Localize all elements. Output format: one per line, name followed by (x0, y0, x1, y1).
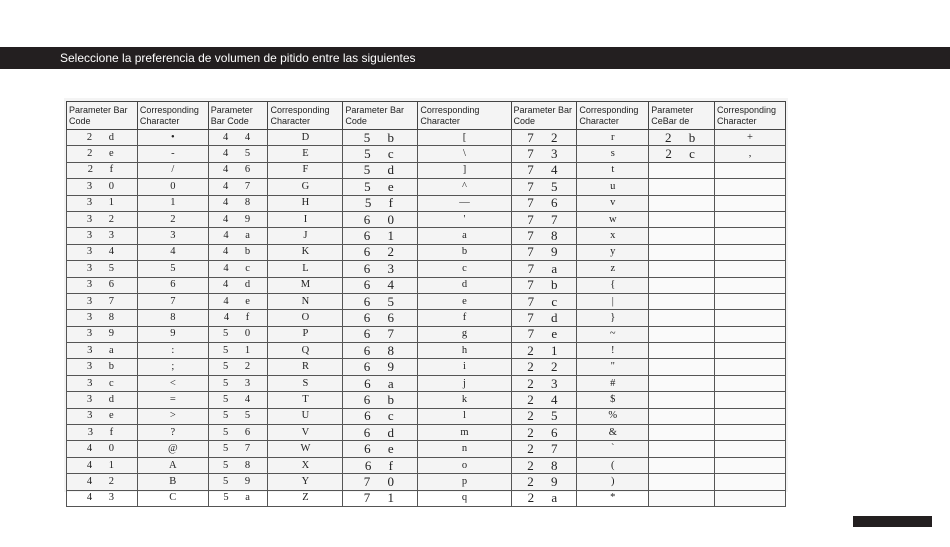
corresponding-character-cell: < (137, 375, 208, 391)
corresponding-character-cell: [ (418, 130, 511, 146)
parameter-bar-code-cell: 7 8 (511, 228, 577, 244)
corresponding-character-cell: 5 (137, 261, 208, 277)
parameter-bar-code-cell: 3 b (67, 359, 138, 375)
corresponding-character-cell: L (268, 261, 343, 277)
parameter-bar-code-cell: 5 2 (208, 359, 268, 375)
table-row (67, 359, 786, 375)
parameter-bar-code-cell: 4 c (208, 261, 268, 277)
corresponding-character-cell: 0 (137, 179, 208, 195)
parameter-bar-code-cell: 6 7 (343, 326, 418, 342)
corresponding-character-cell: ~ (577, 326, 649, 342)
table-row (67, 425, 786, 441)
corresponding-character-cell (715, 261, 786, 277)
parameter-bar-code-cell: 6 4 (343, 277, 418, 293)
parameter-bar-code-cell: 5 0 (208, 326, 268, 342)
parameter-bar-code-cell (649, 261, 715, 277)
corresponding-character-cell: t (577, 162, 649, 178)
corresponding-character-cell: = (137, 392, 208, 408)
corresponding-character-cell: y (577, 244, 649, 260)
parameter-bar-code-cell: 2 f (67, 162, 138, 178)
corresponding-character-cell (715, 211, 786, 227)
corresponding-character-cell: 7 (137, 293, 208, 309)
parameter-bar-code-cell: 4 5 (208, 146, 268, 162)
parameter-bar-code-cell: 3 a (67, 343, 138, 359)
parameter-bar-code-cell: 6 b (343, 392, 418, 408)
corresponding-character-cell: \ (418, 146, 511, 162)
header-parameter-bar-code: Parameter Bar Code (208, 102, 268, 130)
parameter-bar-code-cell: 5 7 (208, 441, 268, 457)
corresponding-character-cell: * (577, 490, 649, 506)
corresponding-character-cell: @ (137, 441, 208, 457)
corresponding-character-cell: w (577, 211, 649, 227)
parameter-bar-code-cell: 2 b (649, 130, 715, 146)
parameter-bar-code-cell (649, 326, 715, 342)
parameter-bar-code-cell: 6 a (343, 375, 418, 391)
table-row (67, 392, 786, 408)
parameter-bar-code-cell: 6 f (343, 457, 418, 473)
corresponding-character-cell: 4 (137, 244, 208, 260)
parameter-bar-code-cell: 2 8 (511, 457, 577, 473)
corresponding-character-cell: a (418, 228, 511, 244)
parameter-bar-code-cell: 3 e (67, 408, 138, 424)
parameter-bar-code-cell: 5 3 (208, 375, 268, 391)
corresponding-character-cell: ] (418, 162, 511, 178)
parameter-bar-code-cell: 7 0 (343, 474, 418, 490)
corresponding-character-cell: - (137, 146, 208, 162)
parameter-bar-code-cell: 4 9 (208, 211, 268, 227)
table-row (67, 211, 786, 227)
parameter-bar-code-cell: 7 a (511, 261, 577, 277)
parameter-bar-code-cell: 5 8 (208, 457, 268, 473)
corresponding-character-cell: p (418, 474, 511, 490)
corresponding-character-cell: % (577, 408, 649, 424)
corresponding-character-cell: A (137, 457, 208, 473)
header-corresponding-character: Corresponding Character (577, 102, 649, 130)
parameter-bar-code-cell: 6 d (343, 425, 418, 441)
parameter-bar-code-cell (649, 490, 715, 506)
table-row (67, 441, 786, 457)
parameter-bar-code-cell: 4 d (208, 277, 268, 293)
corresponding-character-cell: — (418, 195, 511, 211)
table-row (67, 261, 786, 277)
parameter-bar-code-cell (649, 293, 715, 309)
corresponding-character-cell: N (268, 293, 343, 309)
parameter-bar-code-cell: 4 7 (208, 179, 268, 195)
corresponding-character-cell: " (577, 359, 649, 375)
corresponding-character-cell: M (268, 277, 343, 293)
parameter-bar-code-cell: 5 b (343, 130, 418, 146)
page-title: Seleccione la preferencia de volumen de pitido entre las siguientes (60, 51, 416, 65)
corresponding-character-cell: I (268, 211, 343, 227)
corresponding-character-cell (715, 228, 786, 244)
parameter-bar-code-cell: 7 b (511, 277, 577, 293)
parameter-bar-code-cell (649, 244, 715, 260)
corresponding-character-cell (715, 244, 786, 260)
table-row (67, 343, 786, 359)
parameter-bar-code-cell: 7 7 (511, 211, 577, 227)
parameter-bar-code-cell: 5 5 (208, 408, 268, 424)
corresponding-character-cell: Q (268, 343, 343, 359)
parameter-bar-code-cell: 2 3 (511, 375, 577, 391)
header-parameter-bar-code: Parameter Bar Code (343, 102, 418, 130)
parameter-bar-code-cell: 6 0 (343, 211, 418, 227)
table-row (67, 146, 786, 162)
corresponding-character-cell (715, 162, 786, 178)
header-bar (0, 47, 950, 69)
parameter-bar-code-cell: 7 1 (343, 490, 418, 506)
corresponding-character-cell (715, 441, 786, 457)
parameter-bar-code-cell: 7 2 (511, 130, 577, 146)
corresponding-character-cell: O (268, 310, 343, 326)
table-row (67, 375, 786, 391)
corresponding-character-cell: r (577, 130, 649, 146)
corresponding-character-cell: 9 (137, 326, 208, 342)
corresponding-character-cell: 6 (137, 277, 208, 293)
parameter-bar-code-cell (649, 228, 715, 244)
header-corresponding-character: Corresponding Character (137, 102, 208, 130)
parameter-bar-code-cell: 4 6 (208, 162, 268, 178)
corresponding-character-cell (715, 293, 786, 309)
parameter-bar-code-cell: 5 c (343, 146, 418, 162)
corresponding-character-cell: m (418, 425, 511, 441)
parameter-bar-code-cell (649, 359, 715, 375)
parameter-code-table (66, 101, 786, 507)
parameter-bar-code-cell (649, 425, 715, 441)
corresponding-character-cell: v (577, 195, 649, 211)
corresponding-character-cell: f (418, 310, 511, 326)
parameter-bar-code-cell: 7 c (511, 293, 577, 309)
corresponding-character-cell: S (268, 375, 343, 391)
corresponding-character-cell (715, 277, 786, 293)
parameter-bar-code-cell: 6 9 (343, 359, 418, 375)
parameter-bar-code-cell: 3 9 (67, 326, 138, 342)
corresponding-character-cell (715, 179, 786, 195)
parameter-bar-code-cell (649, 179, 715, 195)
corresponding-character-cell: , (715, 146, 786, 162)
corresponding-character-cell (715, 343, 786, 359)
table-row (67, 326, 786, 342)
parameter-bar-code-cell: 5 1 (208, 343, 268, 359)
parameter-bar-code-cell: 2 e (67, 146, 138, 162)
corresponding-character-cell: | (577, 293, 649, 309)
parameter-bar-code-cell: 3 d (67, 392, 138, 408)
parameter-bar-code-cell: 6 2 (343, 244, 418, 260)
corresponding-character-cell: C (137, 490, 208, 506)
parameter-bar-code-cell: 5 9 (208, 474, 268, 490)
parameter-bar-code-cell: 4 3 (67, 490, 138, 506)
table-row (67, 130, 786, 146)
parameter-bar-code-cell: 4 1 (67, 457, 138, 473)
header-parameter-bar-code: Parameter CeBar de (649, 102, 715, 130)
header-corresponding-character: Corresponding Character (715, 102, 786, 130)
parameter-bar-code-cell: 6 1 (343, 228, 418, 244)
corresponding-character-cell: ` (577, 441, 649, 457)
corresponding-character-cell: T (268, 392, 343, 408)
parameter-bar-code-cell: 4 4 (208, 130, 268, 146)
parameter-bar-code-cell: 2 d (67, 130, 138, 146)
footer-bar (853, 516, 932, 527)
parameter-bar-code-cell: 3 1 (67, 195, 138, 211)
parameter-bar-code-cell: 7 4 (511, 162, 577, 178)
corresponding-character-cell: $ (577, 392, 649, 408)
corresponding-character-cell: J (268, 228, 343, 244)
corresponding-character-cell: } (577, 310, 649, 326)
corresponding-character-cell: / (137, 162, 208, 178)
parameter-bar-code-cell: 6 3 (343, 261, 418, 277)
header-corresponding-character: Corresponding Character (268, 102, 343, 130)
parameter-bar-code-cell: 3 0 (67, 179, 138, 195)
corresponding-character-cell (715, 408, 786, 424)
parameter-bar-code-cell: 5 f (343, 195, 418, 211)
corresponding-character-cell: o (418, 457, 511, 473)
corresponding-character-cell: W (268, 441, 343, 457)
corresponding-character-cell: x (577, 228, 649, 244)
parameter-bar-code-cell: 5 6 (208, 425, 268, 441)
table-row (67, 277, 786, 293)
header-corresponding-character: Corresponding Character (418, 102, 511, 130)
corresponding-character-cell: { (577, 277, 649, 293)
parameter-bar-code-cell (649, 343, 715, 359)
corresponding-character-cell (715, 326, 786, 342)
corresponding-character-cell: # (577, 375, 649, 391)
corresponding-character-cell (715, 490, 786, 506)
corresponding-character-cell: B (137, 474, 208, 490)
table-body (67, 130, 786, 507)
corresponding-character-cell: d (418, 277, 511, 293)
parameter-bar-code-cell: 2 4 (511, 392, 577, 408)
parameter-bar-code-cell: 2 7 (511, 441, 577, 457)
corresponding-character-cell: + (715, 130, 786, 146)
parameter-bar-code-cell: 3 6 (67, 277, 138, 293)
parameter-bar-code-cell: 5 d (343, 162, 418, 178)
parameter-bar-code-cell: 2 a (511, 490, 577, 506)
parameter-bar-code-cell: 2 2 (511, 359, 577, 375)
parameter-bar-code-cell: 5 4 (208, 392, 268, 408)
corresponding-character-cell: V (268, 425, 343, 441)
corresponding-character-cell: H (268, 195, 343, 211)
corresponding-character-cell: h (418, 343, 511, 359)
parameter-bar-code-cell: 7 d (511, 310, 577, 326)
corresponding-character-cell: D (268, 130, 343, 146)
parameter-bar-code-cell (649, 375, 715, 391)
parameter-bar-code-cell: 2 9 (511, 474, 577, 490)
parameter-bar-code-cell: 3 c (67, 375, 138, 391)
corresponding-character-cell: Z (268, 490, 343, 506)
table-row (67, 310, 786, 326)
parameter-bar-code-cell: 3 8 (67, 310, 138, 326)
corresponding-character-cell: P (268, 326, 343, 342)
parameter-bar-code-cell: 3 5 (67, 261, 138, 277)
parameter-bar-code-cell: 2 6 (511, 425, 577, 441)
corresponding-character-cell: 2 (137, 211, 208, 227)
corresponding-character-cell: X (268, 457, 343, 473)
corresponding-character-cell: > (137, 408, 208, 424)
corresponding-character-cell: i (418, 359, 511, 375)
parameter-bar-code-cell: 4 0 (67, 441, 138, 457)
table-row (67, 457, 786, 473)
parameter-bar-code-cell: 6 6 (343, 310, 418, 326)
parameter-bar-code-cell (649, 310, 715, 326)
parameter-bar-code-cell: 7 9 (511, 244, 577, 260)
table-row (67, 162, 786, 178)
parameter-bar-code-cell: 5 a (208, 490, 268, 506)
corresponding-character-cell: K (268, 244, 343, 260)
parameter-bar-code-cell: 7 5 (511, 179, 577, 195)
table-row (67, 474, 786, 490)
parameter-bar-code-cell: 2 5 (511, 408, 577, 424)
corresponding-character-cell: Y (268, 474, 343, 490)
parameter-bar-code-cell: 6 c (343, 408, 418, 424)
parameter-bar-code-cell (649, 408, 715, 424)
corresponding-character-cell (715, 310, 786, 326)
corresponding-character-cell: & (577, 425, 649, 441)
corresponding-character-cell: ( (577, 457, 649, 473)
corresponding-character-cell: n (418, 441, 511, 457)
corresponding-character-cell: ^ (418, 179, 511, 195)
parameter-bar-code-cell (649, 392, 715, 408)
corresponding-character-cell: ! (577, 343, 649, 359)
table-row (67, 228, 786, 244)
corresponding-character-cell: u (577, 179, 649, 195)
parameter-bar-code-cell (649, 211, 715, 227)
parameter-bar-code-cell: 2 1 (511, 343, 577, 359)
corresponding-character-cell: b (418, 244, 511, 260)
corresponding-character-cell (715, 195, 786, 211)
corresponding-character-cell: U (268, 408, 343, 424)
corresponding-character-cell: ? (137, 425, 208, 441)
corresponding-character-cell (715, 425, 786, 441)
corresponding-character-cell: 3 (137, 228, 208, 244)
parameter-bar-code-cell: 3 2 (67, 211, 138, 227)
corresponding-character-cell: ; (137, 359, 208, 375)
parameter-bar-code-cell: 3 f (67, 425, 138, 441)
table-row (67, 293, 786, 309)
corresponding-character-cell: ' (418, 211, 511, 227)
corresponding-character-cell: k (418, 392, 511, 408)
corresponding-character-cell: g (418, 326, 511, 342)
parameter-bar-code-cell: 4 2 (67, 474, 138, 490)
parameter-bar-code-cell (649, 277, 715, 293)
parameter-bar-code-cell: 7 3 (511, 146, 577, 162)
corresponding-character-cell: • (137, 130, 208, 146)
parameter-bar-code-cell: 6 5 (343, 293, 418, 309)
corresponding-character-cell (715, 392, 786, 408)
table-row (67, 490, 786, 506)
parameter-bar-code-cell: 7 e (511, 326, 577, 342)
table-row (67, 408, 786, 424)
corresponding-character-cell (715, 375, 786, 391)
parameter-bar-code-cell (649, 457, 715, 473)
parameter-bar-code-cell: 3 3 (67, 228, 138, 244)
parameter-bar-code-cell: 4 a (208, 228, 268, 244)
corresponding-character-cell (715, 359, 786, 375)
parameter-bar-code-cell: 3 4 (67, 244, 138, 260)
corresponding-character-cell: ) (577, 474, 649, 490)
parameter-bar-code-cell (649, 474, 715, 490)
table-row (67, 244, 786, 260)
table-header-row (67, 102, 786, 130)
parameter-bar-code-cell: 5 e (343, 179, 418, 195)
corresponding-character-cell: E (268, 146, 343, 162)
table-row (67, 179, 786, 195)
parameter-bar-code-cell: 7 6 (511, 195, 577, 211)
parameter-bar-code-cell (649, 441, 715, 457)
corresponding-character-cell: : (137, 343, 208, 359)
parameter-bar-code-cell: 4 b (208, 244, 268, 260)
corresponding-character-cell (715, 474, 786, 490)
header-parameter-bar-code: Parameter Bar Code (67, 102, 138, 130)
corresponding-character-cell (715, 457, 786, 473)
corresponding-character-cell: c (418, 261, 511, 277)
corresponding-character-cell: l (418, 408, 511, 424)
parameter-bar-code-cell: 4 e (208, 293, 268, 309)
table-row (67, 195, 786, 211)
parameter-bar-code-cell: 6 8 (343, 343, 418, 359)
corresponding-character-cell: 1 (137, 195, 208, 211)
corresponding-character-cell: R (268, 359, 343, 375)
parameter-bar-code-cell: 2 c (649, 146, 715, 162)
corresponding-character-cell: 8 (137, 310, 208, 326)
corresponding-character-cell: e (418, 293, 511, 309)
corresponding-character-cell: F (268, 162, 343, 178)
parameter-bar-code-cell (649, 195, 715, 211)
corresponding-character-cell: q (418, 490, 511, 506)
parameter-bar-code-cell: 6 e (343, 441, 418, 457)
parameter-bar-code-cell: 4 f (208, 310, 268, 326)
parameter-bar-code-cell: 3 7 (67, 293, 138, 309)
corresponding-character-cell: z (577, 261, 649, 277)
header-parameter-bar-code: Parameter Bar Code (511, 102, 577, 130)
corresponding-character-cell: s (577, 146, 649, 162)
parameter-bar-code-cell (649, 162, 715, 178)
corresponding-character-cell: G (268, 179, 343, 195)
corresponding-character-cell: j (418, 375, 511, 391)
parameter-bar-code-cell: 4 8 (208, 195, 268, 211)
